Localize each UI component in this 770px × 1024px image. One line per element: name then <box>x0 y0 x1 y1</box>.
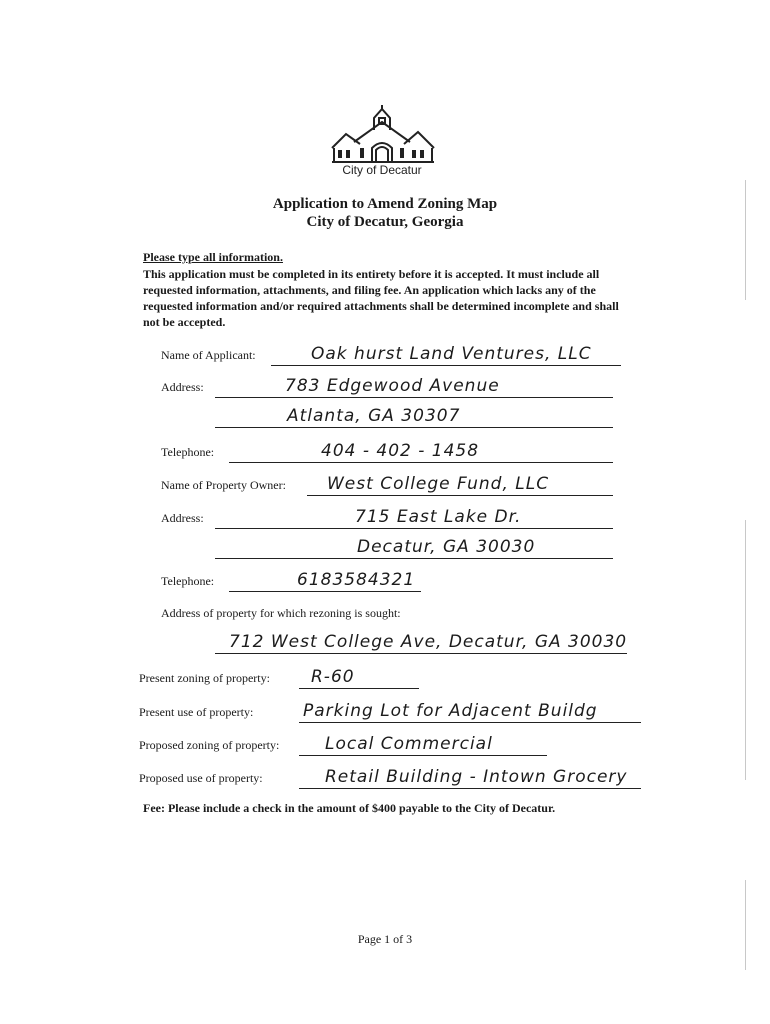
page-title: Application to Amend Zoning Map <box>272 196 498 212</box>
applicant-address-row <box>161 376 613 398</box>
proposed-zoning-line[interactable] <box>299 755 547 756</box>
owner-address-line2[interactable] <box>215 558 613 559</box>
owner-name-label: Name of Property Owner: <box>161 478 286 492</box>
present-zoning-row <box>139 667 439 689</box>
owner-phone-line[interactable] <box>229 591 421 592</box>
present-use-label: Present use of property: <box>139 705 254 719</box>
applicant-address-value-line2: Atlanta, GA 30307 <box>287 406 461 426</box>
proposed-zoning-value: Local Commercial <box>325 734 493 754</box>
applicant-name-row <box>161 344 621 366</box>
applicant-address-value-line1: 783 Edgewood Avenue <box>285 376 500 396</box>
owner-address-value-line1: 715 East Lake Dr. <box>355 507 522 527</box>
property-address-label-row <box>161 602 461 624</box>
property-address-label: Address of property for which rezoning is sought: <box>161 606 401 620</box>
applicant-address-line2[interactable] <box>215 427 613 428</box>
present-use-row <box>139 701 659 723</box>
owner-name-line[interactable] <box>307 495 613 496</box>
owner-phone-value: 6183584321 <box>297 570 416 590</box>
proposed-use-row <box>139 767 659 789</box>
fee-notice: Fee: Please include a check in the amount of $400 payable to the City of Decatur. <box>143 801 556 815</box>
scan-margin-mark <box>745 520 746 780</box>
logo-text: City of Decatur <box>342 163 422 177</box>
proposed-use-label: Proposed use of property: <box>139 771 263 785</box>
applicant-address-row-2 <box>215 406 613 428</box>
applicant-phone-row <box>161 441 613 463</box>
applicant-phone-label: Telephone: <box>161 445 215 459</box>
scan-margin-mark <box>745 880 746 970</box>
proposed-zoning-label: Proposed zoning of property: <box>139 738 280 752</box>
city-logo <box>326 104 438 182</box>
owner-address-value-line2: Decatur, GA 30030 <box>357 537 536 557</box>
proposed-zoning-row <box>139 734 559 756</box>
applicant-phone-line[interactable] <box>229 462 613 463</box>
owner-address-row <box>161 507 613 529</box>
owner-phone-row <box>161 570 421 592</box>
owner-address-row-2 <box>215 537 613 559</box>
owner-name-value: West College Fund, LLC <box>327 474 550 494</box>
applicant-name-value: Oak hurst Land Ventures, LLC <box>311 344 592 364</box>
applicant-address-line1[interactable] <box>215 397 613 398</box>
applicant-phone-value: 404 - 402 - 1458 <box>321 441 480 461</box>
owner-address-line1[interactable] <box>215 528 613 529</box>
property-address-row <box>215 632 655 654</box>
applicant-name-line[interactable] <box>271 365 621 366</box>
owner-name-row <box>161 474 613 496</box>
present-use-line[interactable] <box>299 722 641 723</box>
owner-phone-label: Telephone: <box>161 574 215 588</box>
proposed-use-value: Retail Building - Intown Grocery <box>325 767 628 787</box>
applicant-name-label: Name of Applicant: <box>161 348 256 362</box>
page-subtitle: City of Decatur, Georgia <box>306 214 464 230</box>
instructions-text: This application must be completed in its entirety before it is accepted. It must include all requested information, attachments, and filing fee. An application which lacks any of the requested information and/or required attachments shall be determined incomplete and shall not be accepted. <box>143 267 619 329</box>
present-use-value: Parking Lot for Adjacent Buildg <box>303 701 598 721</box>
scan-margin-mark <box>745 180 746 300</box>
present-zoning-line[interactable] <box>299 688 419 689</box>
property-address-value: 712 West College Ave, Decatur, GA 30030 <box>229 632 628 652</box>
page-number: Page 1 of 3 <box>357 932 413 946</box>
property-address-line[interactable] <box>215 653 627 654</box>
applicant-address-label: Address: <box>161 380 204 394</box>
proposed-use-line[interactable] <box>299 788 641 789</box>
city-hall-icon <box>326 104 438 164</box>
instructions-heading: Please type all information. <box>143 250 283 264</box>
present-zoning-label: Present zoning of property: <box>139 671 270 685</box>
owner-address-label: Address: <box>161 511 204 525</box>
present-zoning-value: R-60 <box>311 667 355 687</box>
